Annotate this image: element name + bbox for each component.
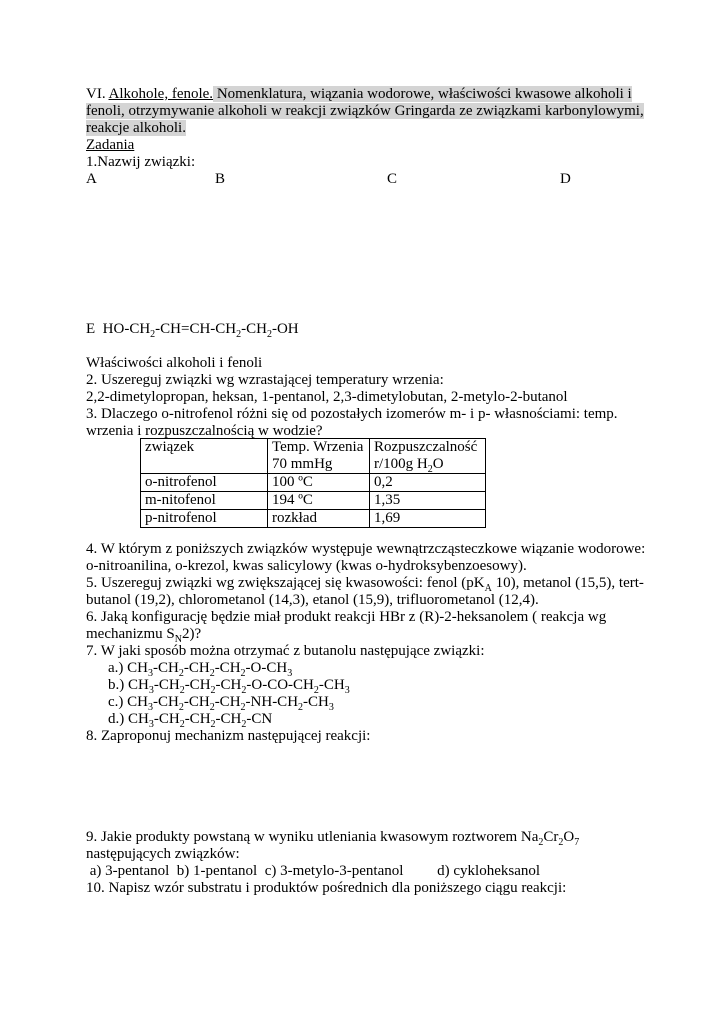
label-b: B [215,171,226,187]
question-7: 7. W jaki sposób można otrzymać z butanolu następujące związki: [86,643,485,659]
table-cell: m-nitofenol [141,492,268,510]
reactant-ch3: CH3 CH3 [88,761,138,772]
header-text-1: Nomenklatura, wiązania wodorowe, właściwości kwasowe alkoholi i [213,86,632,102]
list-item: d.) $CH_3-CH_2-CH_2-CH_2-CN$ [108,711,273,730]
question-3-line-1: 3. Dlaczego o-nitrofenol różni się od pozostałych izomerów m- i p- własnościami: temp. [86,406,618,422]
table-cell: o-nitrofenol [141,474,268,492]
table-row [141,492,486,510]
struct-d-cooh: COOH [597,287,636,302]
header-line-3 [86,120,186,137]
struct-c-no-sub: 2 [456,290,462,300]
question-6-line-1: 6. Jaką konfigurację będzie miał produkt reakcji HBr z (R)-2-heksanolem ( reakcja wg [86,609,607,625]
item-letter: a.) [108,660,124,676]
question-6-line-2: mechanizmu $S_N2$)? [86,626,202,645]
section-title: Właściwości alkoholi i fenoli [86,355,263,371]
compound-e [86,321,299,338]
question-2-line-2: 2,2-dimetylopropan, heksan, 1-pentanol, 2,3-dimetylobutan, 2-metylo-2-butanol [86,389,568,405]
label-a: A [86,171,97,187]
header-line-1 [86,86,632,103]
question-5-line-1: 5. Uszereguj związki wg zwiększającej się kwasowości: fenol ($pK_A$ 10), metanol (15,5), tert- [86,575,644,594]
question-3-line-2: wrzenia i rozpuszczalnością w wodzie? [86,423,323,439]
question-9-line-2: następujących związków: [86,846,240,862]
struct-a-oh: OH [141,216,161,231]
table-header-temp [268,439,370,474]
table-cell: 1,35 [370,492,486,510]
list-item: b.) $CH_3-CH_2-CH_2-CH_2-O-CO-CH_2-CH_3$ [108,677,350,696]
question-2-line-1: 2. Uszereguj związki wg wzrastającej temperatury wrzenia: [86,372,444,388]
question-4-line-1: 4. W którym z poniższych związków występuje wewnątrzcząsteczkowe wiązanie wodorowe: [86,541,646,557]
table-header-compound: związek [141,439,268,474]
temp-header-line2: 70 mmHg [272,456,333,472]
list-item: a.) $CH_3-CH_2-CH_2-CH_2-O-CH_3$ [108,660,293,679]
product-ch3-top: CH3 [280,773,305,784]
zadania-heading: Zadania [86,137,135,153]
section-number: VI. [86,86,109,102]
header-line-2 [86,103,644,120]
reactant-oh: OH [131,776,146,787]
table-header-solubility [370,439,486,474]
solubility-header-line1: Rozpuszczalność [374,439,478,455]
struct-a-br: Br [89,205,102,220]
temp-header-line1: Temp. Wrzenia [272,439,364,455]
struct-a-h2: H [140,235,150,250]
topic-title: Alkohole, fenole. [108,86,214,102]
question-10: 10. Napisz wzór substratu i produktów pośrednich dla poniższego ciągu reakcji: [86,880,567,896]
table-cell: rozkład [268,510,370,528]
table-cell: 1,69 [370,510,486,528]
label-d: D [560,171,571,187]
struct-d-oh: OH [595,239,615,254]
table-cell: 194 ºC [268,492,370,510]
solubility-header-line2: r/100g $H_2O$ [374,456,444,475]
item-letter: d.) [108,711,125,727]
question-8: 8. Zaproponuj mechanizm następującej reakcji: [86,728,371,744]
reagent-h: H+ [172,780,184,794]
table-cell: 0,2 [370,474,486,492]
question-5-line-2: butanol (19,2), chlorometanol (14,3), etanol (15,9), trifluorometanol (12,4). [86,592,539,608]
struct-c-no: NO [436,282,456,297]
formula-e: $HO-CH_2-CH=CH-CH_2-CH_2-OH$ [102,321,299,340]
header-text-2: fenoli, otrzymywanie alkoholi w reakcji związków Gringarda ze związkami karbonylowymi, [86,103,644,119]
table-row [141,474,486,492]
product-ch3-bottom: CH3 [284,815,309,826]
table-cell: 100 ºC [268,474,370,492]
list-item: c.) $CH_3-CH_2-CH_2-CH_2-NH-CH_2-CH_3$ [108,694,334,713]
table-cell: p-nitrofenol [141,510,268,528]
struct-b-oh: OH [288,210,308,225]
nitrophenol-table [140,438,486,528]
label-e: E [86,321,96,337]
item-letter: b.) [108,677,125,693]
question-9-line-1: 9. Jakie produkty powstaną w wyniku utleniania kwasowym roztworem $Na_2Cr_2O_7$ [86,829,580,848]
header-text-3: reakcje alkoholi. [86,120,186,136]
question-9-line-3: a) 3-pentanol b) 1-pentanol c) 3-metylo-3-pentanol d) cykloheksanol [86,863,541,879]
struct-c-oh: OH [396,218,416,233]
question-4-line-2: o-nitroanilina, o-krezol, kwas salicylowy (kwas o-hydroksybenzoesowy). [86,558,527,574]
question-1: 1.Nazwij związki: [86,154,196,170]
label-c: C [387,171,398,187]
item-letter: c.) [108,694,124,710]
table-header-row [141,439,486,474]
table-row [141,510,486,528]
struct-a-h1: H [116,205,126,220]
